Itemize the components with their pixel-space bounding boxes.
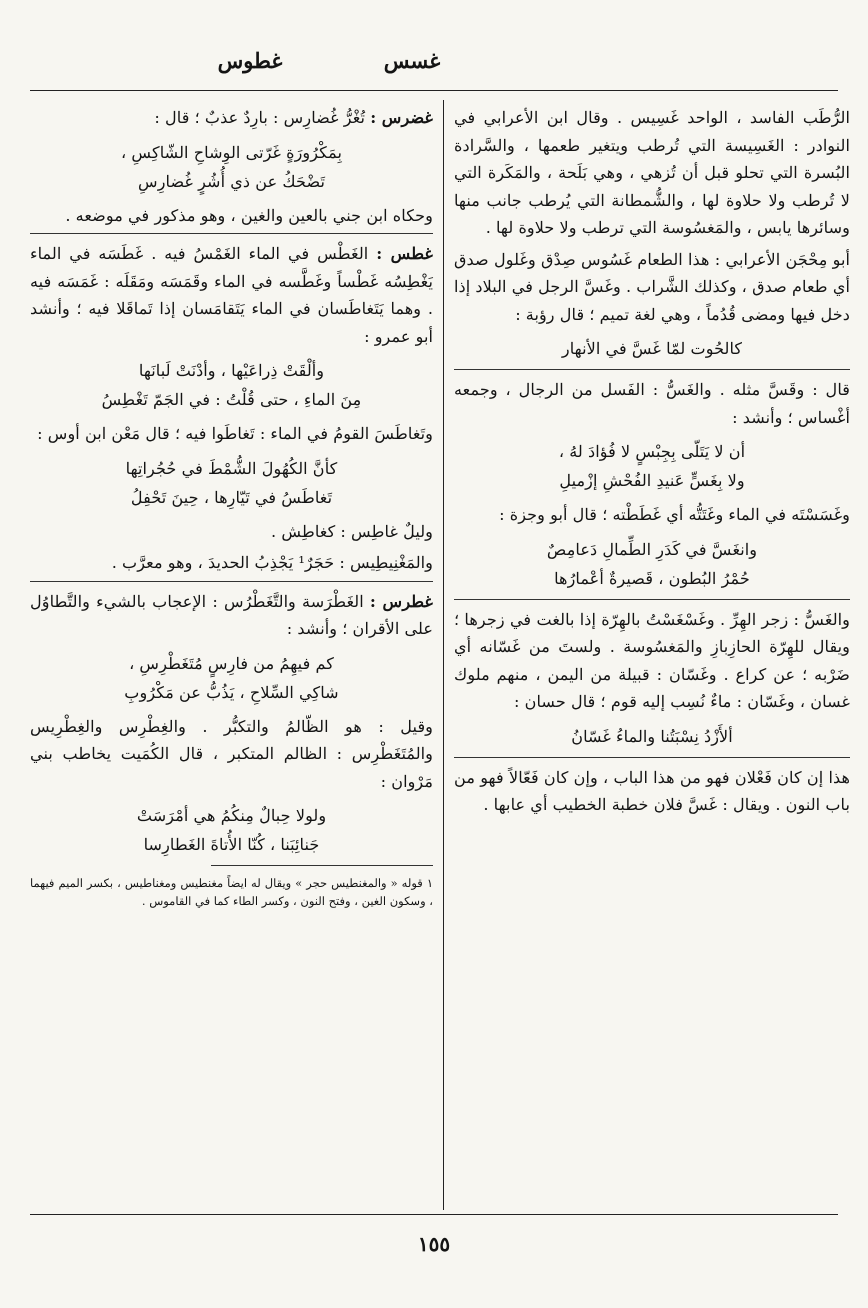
verse: [454, 334, 850, 363]
page-number: ١٥٥: [417, 1232, 451, 1256]
divider: [454, 369, 850, 370]
divider: [30, 233, 433, 234]
verse-line: كأنَّ الكُهُولَ الشُّمْطَ في حُجُراتِها: [125, 458, 338, 478]
paragraph: أبو مِحْجَن الأعرابي : هذا الطعام غَسُوس صِدْق وغَلول صدق أي طعام صدق ، وكذلك الشَّراب . وغَسَّ الرجل في البلاد إذا دخل فيها ومضى قُدُماً ، وهي لغة تميم ؛ قال رؤبة :: [454, 249, 850, 324]
entry-ghadras: [30, 104, 433, 132]
paragraph: والغَسُّ : زجر الهِرِّ . وغَسْغَسْتُ بالهِرّة إذا بالغت في زجرها ؛ ويقال للهِرّة الحازِبازِ والمَغسُوسة . ولستَ من غَسّانه أي ضَرْبه ؛ عن كراع . وغَسّان : قبيلة من اليمن ، منهم ملوك غسان ، وغَسّان : ماءٌ نُسِب إليه قوم ؛ قال حسان :: [454, 609, 850, 711]
left-column: [30, 104, 433, 910]
verse-line: ولولا حِبالٌ مِنكُمُ هي أمْرَسَتْ: [136, 806, 327, 825]
entry-text: الغَطْس في الماء الغَمْسُ فيه . غَطَسَه في الماء يَغْطِسُه غَطْساً وغَطَّسه في الماء وقَمَسَه ومَقَلَه : غَمَسَه فيه . وهما يَتَغاطَسان في الماء يَتَقامَسان إذا تَماقَلا فيه ؛ وأنشد أبو عمرو :: [30, 244, 433, 346]
verse-line: مِنَ الماءِ ، حتى قُلْتُ : في الجَمّ تَغْطِسُ: [101, 390, 362, 409]
paragraph: الرُّطَب الفاسد ، الواحد غَسِيس . وقال ابن الأعرابي في النوادر : الغَسِيسة التي تُرطب ويتغير طعمها ، والسَّرادة البُسرة التي تحلو قبل أن تُزهي ، وهي بَلَحة ، والمَكَرة التي لا تُرطب ولا حلاوة لها ، والشُّمطانة التي يُرطب جانب منها وسائرها يابس ، والمَغسُوسة التي ترطب ولا حلاوة لها .: [454, 108, 850, 237]
entry-ghatas: [30, 240, 433, 350]
entry-ghatras: [30, 588, 433, 643]
verse-line: وألْقَتْ ذِراعَيْها ، وأدْنَتْ لَبانَها: [138, 361, 325, 380]
verse: [454, 535, 850, 593]
right-column: [454, 104, 850, 823]
bottom-rule: [30, 1214, 838, 1215]
verse-line: ولا بِغَسٍّ عَنيدِ الفُحْشِ إزْميلِ: [559, 471, 745, 490]
paragraph: والمَغْنِيطِيس : حَجَرٌ¹ يَجْذِبُ الحديدَ ، وهو معرَّب .: [111, 553, 433, 572]
paragraph: هذا إن كان فَعْلان فهو من هذا الباب ، وإن كان فَعّالاً فهو من باب النون . ويقال : غَسَّ فلان خطبة الخطيب أي عابها .: [454, 767, 850, 814]
verse-line: تَغاطَسُ في تَيّارِها ، حِينَ تَحْفِلُ: [130, 487, 333, 507]
verse: [30, 356, 433, 414]
verse: [30, 801, 433, 859]
verse: [30, 454, 433, 512]
divider: [454, 599, 850, 600]
verse-line: وانغَسَّ في كَدَرِ الطِّمالِ دَعامِصٌ: [546, 539, 758, 559]
paragraph: وحكاه ابن جني بالعين والغين ، وهو مذكور في موضعه .: [65, 205, 433, 225]
verse: [30, 649, 433, 707]
verse-line: كم فيهِمُ من فارِسٍ مُتَغَطْرِسِ ،: [129, 653, 334, 673]
column-divider: [443, 100, 444, 1210]
verse-line: أن لا يَتَلّى بِجِبْسٍ لا فُؤادَ لهُ ،: [558, 442, 746, 461]
paragraph: وتَغاطَسَ القومُ في الماء : تَغاطَوا فيه ؛ قال مَعْن ابن أوس :: [37, 424, 433, 443]
verse-line: شاكِي السِّلاحِ ، يَذُبُّ عن مَكْرُوبِ: [124, 682, 339, 702]
paragraph: وقيل : هو الظّالمُ والتكبُّر . والغِطْرِس والغِطْرِيس والمُتَغَطْرِس : الظالم المتكبر ، قال الكُمَيت يخاطب بني مَرْوان :: [30, 716, 433, 791]
paragraph: وغَسَسْتَه في الماء وغَتَتُّه أي غَطَطْته ؛ قال أبو وجزة :: [499, 505, 850, 524]
verse-line: بِمَكْرُورَةٍ غَرّتى الوِشاحِ الشّاكِسِ ،: [121, 142, 342, 162]
divider: [30, 581, 433, 582]
footnote: ١ قوله « والمغنطيس حجر » ويقال له ايضاً مغنطيس ومغناطيس ، بكسر الميم فيهما ، وسكون الغين ، وفتح النون ، وكسر الطاء كما في القاموس .: [30, 876, 433, 908]
footnote-rule: [211, 865, 433, 866]
verse-line: ألأَزْدُ نِسْبَتُنا والماءُ غَسّانُ: [571, 726, 733, 746]
divider: [454, 757, 850, 758]
headword: غضرس :: [370, 108, 433, 127]
verse-line: حُمْرُ البُطون ، قَصيرةٌ أعْمارُها: [554, 568, 750, 588]
verse-line: جَنائِبَنا ، كُنّا الأُتاةَ الغَطارِسا: [143, 835, 320, 854]
verse: [30, 138, 433, 196]
verse: [454, 722, 850, 751]
paragraph: قال : وقَسَّ مثله . والغَسُّ : الفَسل من الرجال ، وجمعه أغْساس ؛ وأنشد :: [454, 380, 850, 427]
paragraph: وليلٌ غاطِس : كغاطِش .: [271, 521, 433, 541]
header-left-keyword: غطوس: [217, 48, 283, 73]
headword: غطرس :: [369, 591, 433, 611]
verse: [454, 437, 850, 495]
entry-text: تُغْرُّ غُضارِس : بارِدٌ عذبٌ ؛ قال :: [154, 108, 366, 127]
header-right-keyword: غسس: [383, 48, 441, 73]
entry-text: الغَطْرَسة والتَّغَطْرُس : الإعجاب بالشيء والتَّطاوُل على الأقران ؛ وأنشد :: [30, 591, 433, 638]
headword: غطس :: [376, 244, 433, 263]
top-rule: [30, 90, 838, 91]
verse-line: كالحُوت لمّا غَسَّ في الأنهار: [561, 339, 743, 358]
verse-line: تَضْحَكُ عن ذي أُشُرٍ غُضارِسِ: [137, 171, 326, 191]
